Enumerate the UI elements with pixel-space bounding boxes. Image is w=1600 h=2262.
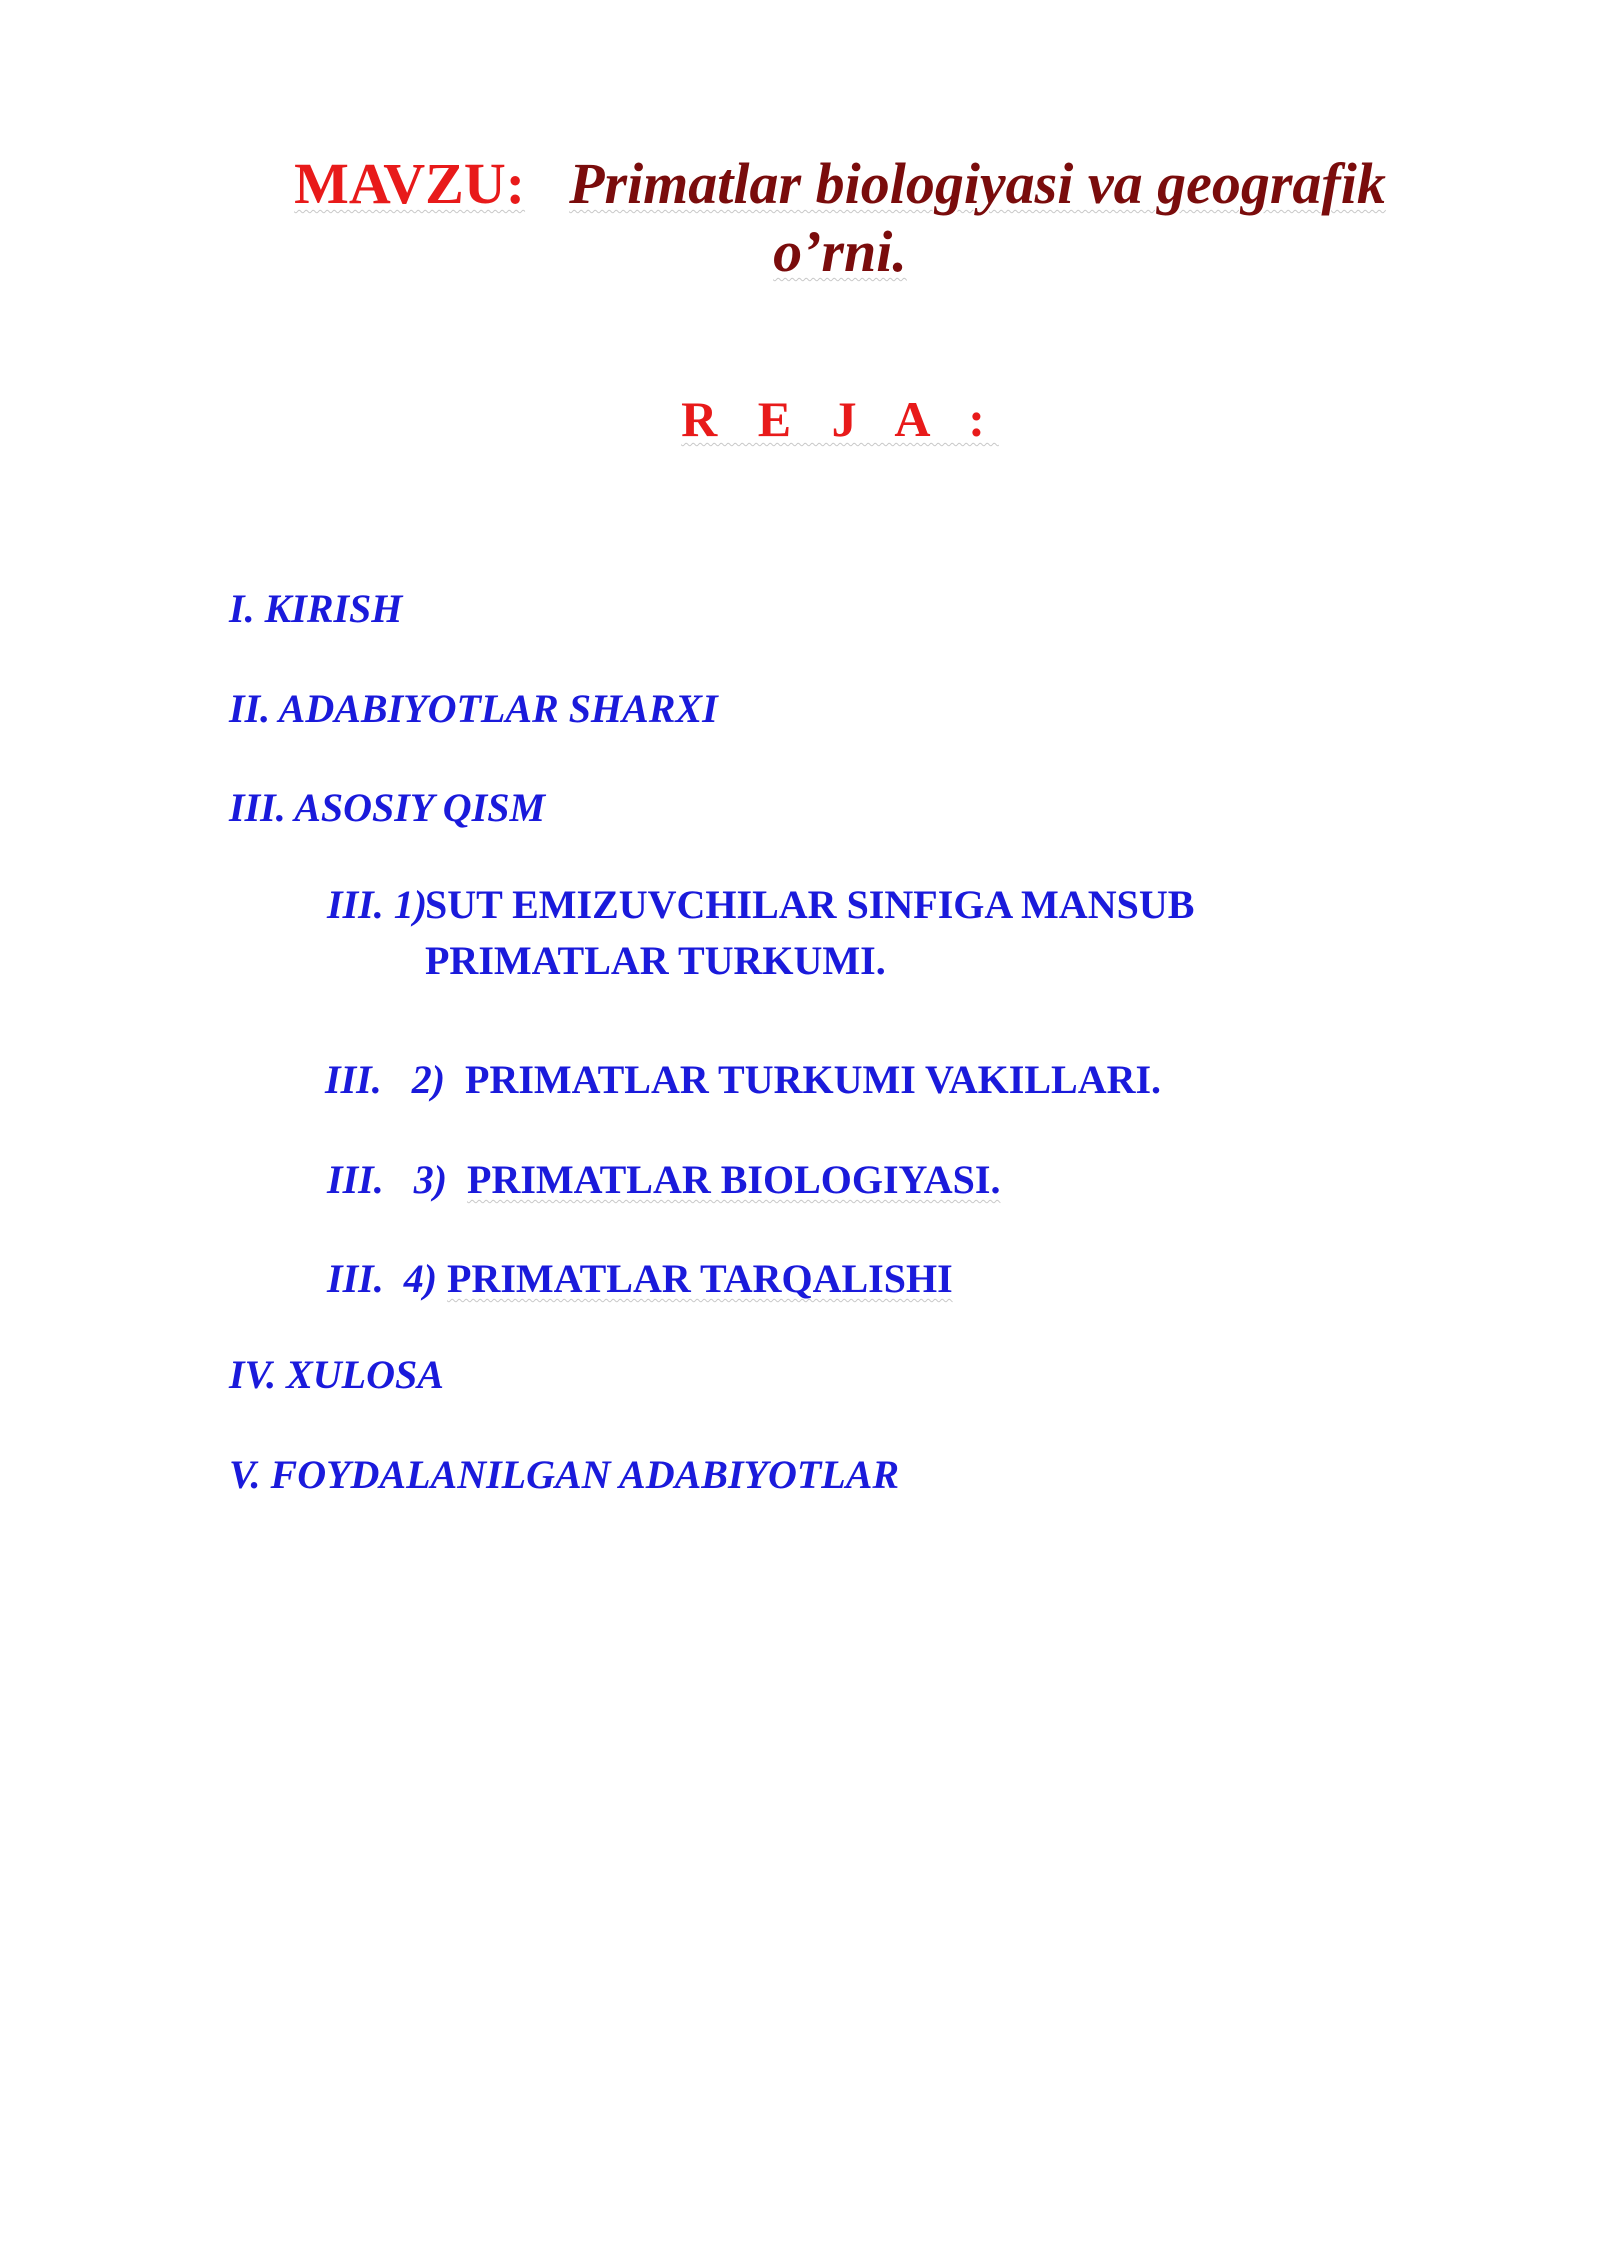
plan-item-references: V. FOYDALANILGAN ADABIYOTLAR	[229, 1452, 900, 1497]
plan-subitem-number: III. 4)	[327, 1256, 438, 1301]
plan-item-conclusion: IV. XULOSA	[229, 1352, 444, 1397]
plan-subitem-text: PRIMATLAR TURKUMI VAKILLARI.	[465, 1057, 1162, 1102]
plan-item-introduction: I. KIRISH	[229, 586, 403, 631]
plan-subitem-1	[327, 877, 1327, 989]
plan-subitem-text: PRIMATLAR BIOLOGIYASI.	[467, 1157, 1001, 1202]
plan-subitem-number: III. 3)	[327, 1157, 448, 1202]
plan-subitem-number: III. 2)	[325, 1057, 446, 1102]
plan-subitem-3	[327, 1152, 1000, 1208]
plan-subitem-4	[327, 1251, 953, 1307]
plan-subitem-text: PRIMATLAR TARQALISHI	[447, 1256, 953, 1301]
topic-title	[240, 150, 1440, 286]
plan-item-literature-review: II. ADABIYOTLAR SHARXI	[229, 686, 718, 731]
plan-heading: R E J A :	[681, 391, 999, 447]
plan-subitem-text: SUT EMIZUVCHILAR SINFIGA MANSUB PRIMATLAR TURKUMI.	[425, 882, 1195, 983]
plan-subitem-number: III. 1)	[327, 882, 428, 927]
plan-item-main-part: III. ASOSIY QISM	[229, 785, 546, 830]
topic-text: Primatlar biologiyasi va geografik o’rni.	[569, 151, 1386, 284]
plan-subitem-2	[325, 1052, 1161, 1108]
topic-label: MAVZU:	[294, 151, 526, 216]
